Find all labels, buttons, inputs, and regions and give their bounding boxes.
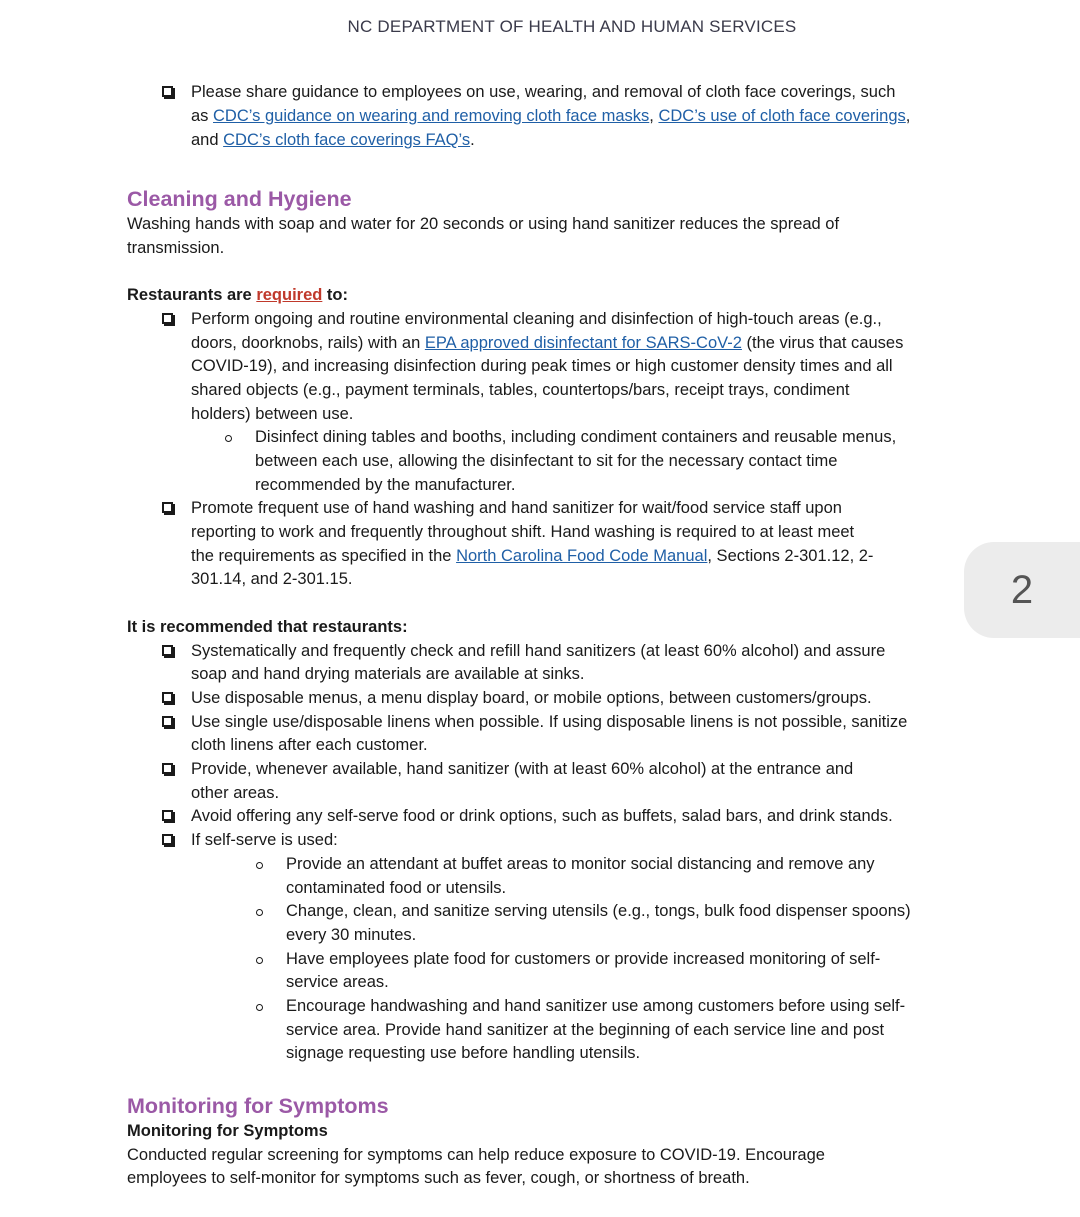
intro-line: transmission. (127, 239, 225, 257)
subitem-line: recommended by the manufacturer. (255, 476, 516, 494)
checkbox-icon (162, 86, 173, 97)
item-line (191, 545, 873, 569)
item-line: reporting to work and frequently throughout shift. Hand washing is required to at least meet (191, 523, 855, 541)
checkbox-icon (162, 810, 173, 821)
item-line: Promote frequent use of hand washing and hand sanitizer for wait/food service staff upon (191, 499, 842, 517)
circle-bullet-icon (256, 909, 263, 916)
text-fragment: and (191, 131, 224, 149)
item-line: Systematically and frequently check and refill hand sanitizers (at least 60% alcohol) and assure (191, 642, 886, 660)
text-fragment: doors, doorknobs, rails) with an (191, 334, 425, 352)
subitem-line: Provide an attendant at buffet areas to monitor social distancing and remove any (286, 855, 875, 873)
item-line: soap and hand drying materials are available at sinks. (191, 665, 585, 683)
body-line: Conducted regular screening for symptoms can help reduce exposure to COVID-19. Encourage (127, 1146, 825, 1164)
checkbox-icon (162, 692, 173, 703)
document-header: NC DEPARTMENT OF HEALTH AND HUMAN SERVICES (347, 17, 797, 36)
item-line: other areas. (191, 784, 280, 802)
subitem-line: contaminated food or utensils. (286, 879, 507, 897)
circle-bullet-icon (256, 862, 263, 869)
checkbox-icon (162, 763, 173, 774)
subitem-line: Change, clean, and sanitize serving utensils (e.g., tongs, bulk food dispenser spoons) (286, 902, 911, 920)
text-fragment: Restaurants are (127, 286, 257, 304)
subheading-monitoring: Monitoring for Symptoms (127, 1122, 328, 1140)
section-heading-monitoring: Monitoring for Symptoms (127, 1094, 389, 1118)
text-fragment: , (649, 107, 659, 125)
subitem-line: service area. Provide hand sanitizer at the beginning of each service line and post (286, 1021, 885, 1039)
text-fragment: as (191, 107, 214, 125)
item-line: Perform ongoing and routine environmental cleaning and disinfection of high-touch areas (e.g., (191, 310, 882, 328)
body-line: employees to self-monitor for symptoms such as fever, cough, or shortness of breath. (127, 1169, 750, 1187)
text-fragment: the requirements as specified in the (191, 547, 457, 565)
text-fragment: , Sections 2-301.12, 2- (707, 547, 874, 565)
checkbox-icon (162, 502, 173, 513)
subitem-line: signage requesting use before handling utensils. (286, 1044, 641, 1062)
item-line (191, 105, 910, 129)
circle-bullet-icon (256, 957, 263, 964)
recommended-label: It is recommended that restaurants: (127, 618, 408, 636)
text-fragment: , (905, 107, 911, 125)
item-line: holders) between use. (191, 405, 354, 423)
intro-line: Washing hands with soap and water for 20 seconds or using hand sanitizer reduces the spread of (127, 215, 840, 233)
item-line: Please share guidance to employees on use, wearing, and removal of cloth face coverings, such (191, 83, 896, 101)
subitem-line: Encourage handwashing and hand sanitizer use among customers before using self- (286, 997, 906, 1015)
required-word: required (256, 286, 323, 304)
item-line: cloth linens after each customer. (191, 736, 428, 754)
item-line: If self-serve is used: (191, 831, 338, 849)
item-line: COVID-19), and increasing disinfection during peak times or high customer density times and all (191, 357, 893, 375)
checkbox-icon (162, 313, 173, 324)
section-heading-cleaning: Cleaning and Hygiene (127, 187, 352, 211)
subitem-line: every 30 minutes. (286, 926, 417, 944)
link-cdc-use[interactable]: CDC’s use of cloth face coverings (658, 107, 906, 125)
checkbox-icon (162, 716, 173, 727)
link-cdc-faq[interactable]: CDC’s cloth face coverings FAQ’s (223, 131, 471, 149)
text-fragment: to: (322, 286, 348, 304)
item-line (191, 332, 903, 356)
text-fragment: . (470, 131, 475, 149)
item-line: Use disposable menus, a menu display board, or mobile options, between customers/groups. (191, 689, 872, 707)
item-line (191, 129, 475, 153)
subitem-line: Disinfect dining tables and booths, including condiment containers and reusable menus, (255, 428, 897, 446)
link-cdc-guidance[interactable]: CDC’s guidance on wearing and removing cloth face masks (213, 107, 650, 125)
item-line: Provide, whenever available, hand sanitizer (with at least 60% alcohol) at the entrance and (191, 760, 854, 778)
circle-bullet-icon (225, 435, 232, 442)
page-number: 2 (1010, 568, 1034, 612)
subitem-line: between each use, allowing the disinfectant to sit for the necessary contact time (255, 452, 838, 470)
checkbox-icon (162, 834, 173, 845)
checkbox-icon (162, 645, 173, 656)
link-epa-disinfectant[interactable]: EPA approved disinfectant for SARS-CoV-2 (424, 334, 742, 352)
required-label (127, 284, 348, 308)
link-nc-food-code[interactable]: North Carolina Food Code Manual (456, 547, 708, 565)
item-line: Use single use/disposable linens when possible. If using disposable linens is not possible, sanitize (191, 713, 908, 731)
circle-bullet-icon (256, 1004, 263, 1011)
item-line: 301.14, and 2-301.15. (191, 570, 353, 588)
subitem-line: Have employees plate food for customers or provide increased monitoring of self- (286, 950, 881, 968)
text-fragment: (the virus that causes (741, 334, 904, 352)
item-line: Avoid offering any self-serve food or drink options, such as buffets, salad bars, and drink stands. (191, 807, 893, 825)
subitem-line: service areas. (286, 973, 389, 991)
item-line: shared objects (e.g., payment terminals, tables, countertops/bars, receipt trays, condiment (191, 381, 850, 399)
